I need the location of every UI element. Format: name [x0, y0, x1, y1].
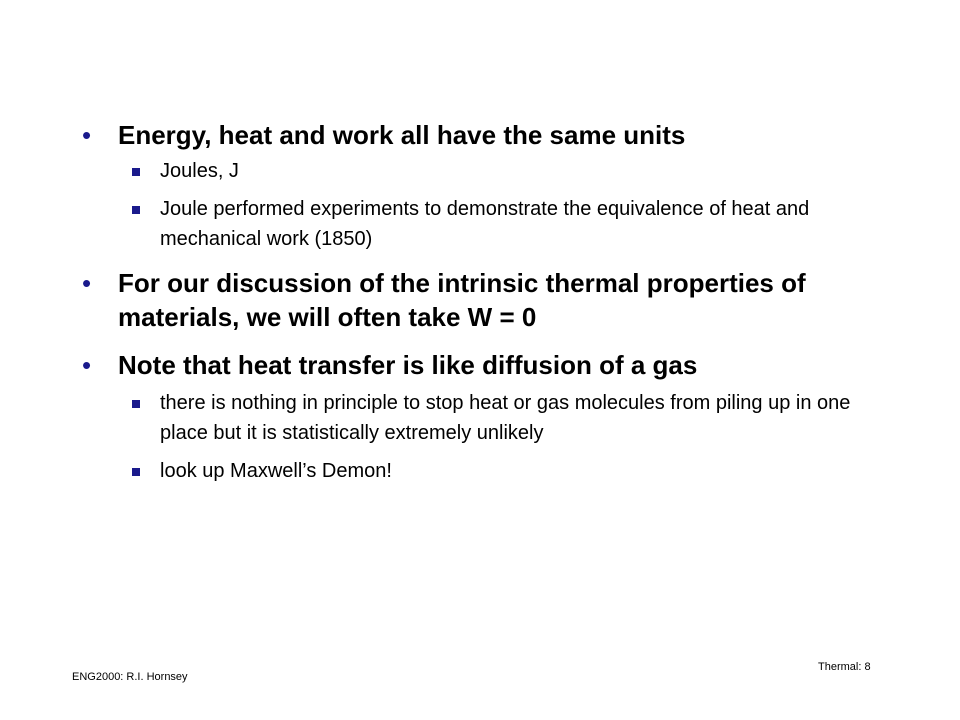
sub-bullet-maxwell	[82, 456, 882, 486]
bullet-icon: •	[82, 120, 92, 150]
bullet-text: For our discussion of the intrinsic thermal properties of materials, we will often take W = 0	[118, 268, 806, 332]
footer-author: ENG2000: R.I. Hornsey	[72, 671, 188, 683]
sub-bullet-text: Joules, J	[160, 160, 239, 182]
bullet-icon: •	[82, 268, 92, 298]
sub-bullet-text: look up Maxwell’s Demon!	[160, 460, 392, 482]
bullet-block-diffusion	[82, 348, 882, 486]
bullet-text: Note that heat transfer is like diffusion of a gas	[118, 350, 698, 380]
square-bullet-icon	[132, 206, 140, 214]
slide-body	[82, 118, 882, 486]
bullet-block-units	[82, 118, 882, 254]
square-bullet-icon	[132, 468, 140, 476]
sub-bullet-joules	[82, 156, 882, 186]
square-bullet-icon	[132, 168, 140, 176]
sub-bullet-joule-experiments	[82, 194, 882, 254]
sub-bullet-text: Joule performed experiments to demonstrate the equivalence of heat and mechanical work (1850)	[160, 198, 810, 250]
sub-bullet-text: there is nothing in principle to stop heat or gas molecules from piling up in one place but it is statistically extremely unlikely	[160, 392, 851, 444]
bullet-diffusion	[82, 348, 882, 382]
square-bullet-icon	[132, 400, 140, 408]
footer-slide-number: Thermal: 8	[818, 661, 871, 673]
bullet-units	[82, 118, 882, 152]
bullet-icon: •	[82, 350, 92, 380]
bullet-block-work-zero	[82, 266, 882, 334]
sub-bullet-statistics	[82, 388, 882, 448]
bullet-text: Energy, heat and work all have the same units	[118, 120, 686, 150]
bullet-work-zero	[82, 266, 882, 334]
